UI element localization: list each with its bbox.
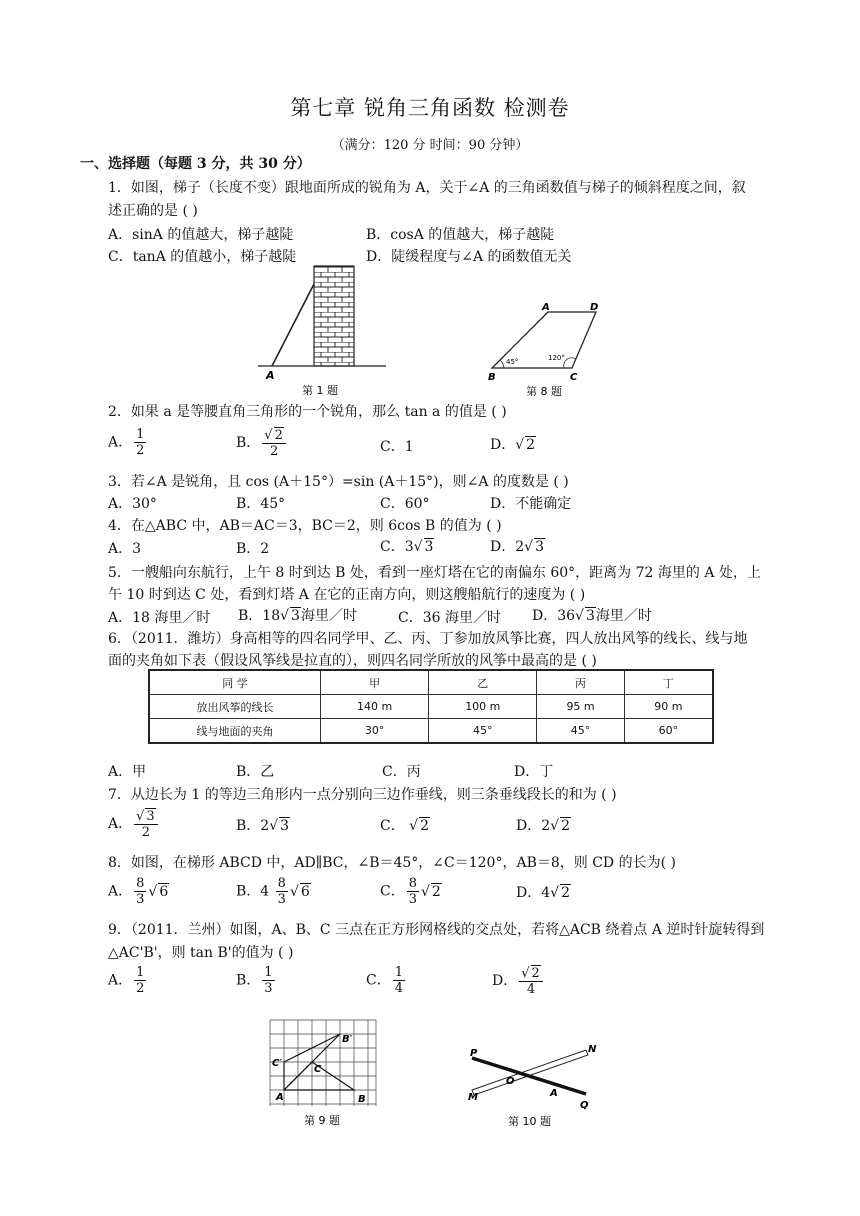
q5-option-d: D．36√ 3海里／时: [532, 608, 652, 624]
q9-option-c: C． $\frac{1}{4}$: [366, 965, 403, 996]
q7-option-b: B．2√ 3: [236, 818, 290, 834]
table-cell: 90 m: [624, 695, 713, 719]
q8-stem: 8．如图，在梯形 ABCD 中，AD∥BC，∠B＝45°，∠C＝120°，AB＝8，则 CD 的长为( ): [108, 855, 676, 871]
q1-option-d: D．陡缓程度与∠A 的函数值无关: [366, 249, 572, 265]
q8-option-d: D．4√ 2: [516, 885, 570, 901]
q6-option-d: D．丁: [514, 764, 554, 780]
table-cell: 95 m: [537, 695, 624, 719]
figure-1-ladder: [258, 262, 388, 397]
q3-option-c: C．60°: [380, 496, 430, 512]
table-cell: 45°: [537, 719, 624, 744]
fig1-caption: 第 1 题: [302, 384, 338, 397]
q5-option-c: C．36 海里／时: [398, 610, 501, 626]
q4-option-d: D．2√ 3: [490, 539, 544, 555]
q7-option-a: A． $\frac{√ 3}{2}$: [108, 808, 160, 840]
q1-option-b: B．cosA 的值越大，梯子越陡: [366, 227, 555, 243]
q9-option-a: A． $\frac{1}{2}$: [108, 965, 145, 996]
fig8-angle-45: 45°: [506, 358, 519, 366]
fig8-angle-120: 120°: [548, 354, 565, 362]
q8-option-c: C． $\frac{8}{3}$ √ 2: [380, 876, 441, 907]
q9-stem-line2: △AC'B'，则 tan B'的值为 ( ): [108, 945, 294, 961]
kite-table: [148, 669, 714, 744]
q1-stem-line1: 1．如图，梯子（长度不变）跟地面所成的锐角为 A，关于∠A 的三角函数值与梯子的倾斜程度之间，叙: [108, 180, 746, 196]
table-cell: 线与地面的夹角: [149, 719, 321, 744]
fig10-label-m: M: [468, 1092, 478, 1103]
q3-stem: 3．若∠A 是锐角，且 cos (A＋15°）=sin (A＋15°)，则∠A 的度数是 ( ): [108, 474, 569, 490]
table-header-cell: 同 学: [149, 670, 321, 695]
fig10-label-p: P: [470, 1048, 478, 1059]
fig10-label-o: O: [506, 1076, 515, 1087]
q2-stem: 2．如果 a 是等腰直角三角形的一个锐角，那么 tan a 的值是 ( ): [108, 404, 507, 420]
q5-option-b: B．18√ 3海里／时: [238, 608, 357, 624]
fig8-label-c: C: [570, 372, 578, 383]
table-row: [149, 719, 713, 744]
q2-option-c: C．1: [380, 439, 414, 455]
fig9-caption: 第 9 题: [304, 1114, 340, 1127]
fig8-label-d: D: [590, 302, 599, 313]
q6-option-b: B．乙: [236, 764, 275, 780]
q1-option-c: C．tanA 的值越小，梯子越陡: [108, 249, 297, 265]
fig10-label-a: A: [550, 1088, 558, 1099]
q9-stem-line1: 9．（2011．兰州）如图，A、B、C 三点在正方形网格线的交点处，若将△ACB 绕着点 A 逆时针旋转得到: [108, 922, 765, 938]
q3-option-a: A．30°: [108, 496, 157, 512]
q2-option-d: D．√ 2: [490, 437, 536, 453]
table-cell: 放出风筝的线长: [149, 695, 321, 719]
q1-stem-line2: 述正确的是 ( ): [108, 203, 198, 219]
q1-option-a: A．sinA 的值越大，梯子越陡: [108, 227, 294, 243]
fig9-label-b: B: [358, 1094, 366, 1105]
q2-option-a: A． $\frac{1}{2}$: [108, 427, 145, 458]
table-header-cell: 乙: [429, 670, 537, 695]
fig10-label-q: Q: [580, 1100, 589, 1111]
table-row: [149, 695, 713, 719]
table-header-row: [149, 670, 713, 695]
q9-option-d: D． $\frac{√ 2}{4}$: [492, 965, 545, 997]
table-cell: 30°: [321, 719, 429, 744]
table-header-cell: 甲: [321, 670, 429, 695]
q7-stem: 7．从边长为 1 的等边三角形内一点分别向三边作垂线，则三条垂线段长的和为 ( ): [108, 787, 617, 803]
table-header-cell: 丁: [624, 670, 713, 695]
table-header-cell: 丙: [537, 670, 624, 695]
fig10-label-n: N: [588, 1044, 597, 1055]
q4-option-c: C．3√ 3: [380, 539, 434, 555]
fig9-label-b-prime: B′: [342, 1034, 353, 1045]
fig9-label-a: A: [276, 1092, 284, 1103]
fig10-caption: 第 10 题: [508, 1115, 551, 1128]
section-heading: 一、选择题（每题 3 分，共 30 分）: [80, 156, 311, 172]
q6-option-c: C．丙: [382, 764, 421, 780]
table-cell: 45°: [429, 719, 537, 744]
page-subtitle: （满分：120 分 时间：90 分钟）: [331, 138, 529, 153]
q4-option-a: A．3: [108, 541, 142, 557]
wall-shape: [314, 266, 354, 366]
q6-stem-line1: 6．（2011．潍坊）身高相等的四名同学甲、乙、丙、丁参加放风筝比赛，四人放出风筝的线长、线与地: [108, 631, 748, 647]
q8-option-b: B．4 $\frac{8}{3}$ √ 6: [236, 876, 310, 907]
q6-option-a: A．甲: [108, 764, 147, 780]
fig8-label-b: B: [488, 372, 496, 383]
q6-stem-line2: 面的夹角如下表（假设风筝线是拉直的），则四名同学所放的风筝中最高的是 ( ): [108, 653, 597, 669]
q4-option-b: B．2: [236, 541, 270, 557]
q9-option-b: B． $\frac{1}{3}$: [236, 965, 273, 996]
q4-stem: 4．在△ABC 中，AB＝AC＝3，BC＝2，则 6cos B 的值为 ( ): [108, 518, 502, 534]
table-cell: 60°: [624, 719, 713, 744]
q7-option-c: C． √ 2: [380, 818, 430, 834]
table-cell: 100 m: [429, 695, 537, 719]
q2-option-b: B． $\frac{√ 2}{2}$: [236, 427, 288, 459]
q5-stem-line2: 午 10 时到达 C 处，看到灯塔 A 在它的正南方向，则这艘船航行的速度为 ( ): [108, 587, 586, 603]
q5-stem-line1: 5．一艘船向东航行，上午 8 时到达 B 处，看到一座灯塔在它的南偏东 60°，距离为 72 海里的 A 处，上: [108, 565, 761, 581]
fig9-label-c: C: [314, 1064, 322, 1075]
q5-option-a: A．18 海里／时: [108, 610, 211, 626]
fig8-caption: 第 8 题: [526, 385, 562, 398]
fig8-label-a: A: [542, 302, 550, 313]
fig1-label-a: A: [266, 369, 275, 382]
table-cell: 140 m: [321, 695, 429, 719]
q3-option-d: D．不能确定: [490, 496, 572, 512]
q3-option-b: B．45°: [236, 496, 286, 512]
q7-option-d: D．2√ 2: [516, 818, 570, 834]
figure-9-grid: [262, 1018, 384, 1130]
figure-10-rulers: [462, 1038, 606, 1130]
ladder-line: [272, 284, 314, 366]
q8-option-a: A． $\frac{8}{3}$ √ 6: [108, 876, 169, 907]
figure-8-trapezoid: [482, 302, 608, 398]
page-title: 第七章 锐角三角函数 检测卷: [290, 96, 570, 120]
fig9-label-c-prime: C′: [272, 1058, 282, 1069]
